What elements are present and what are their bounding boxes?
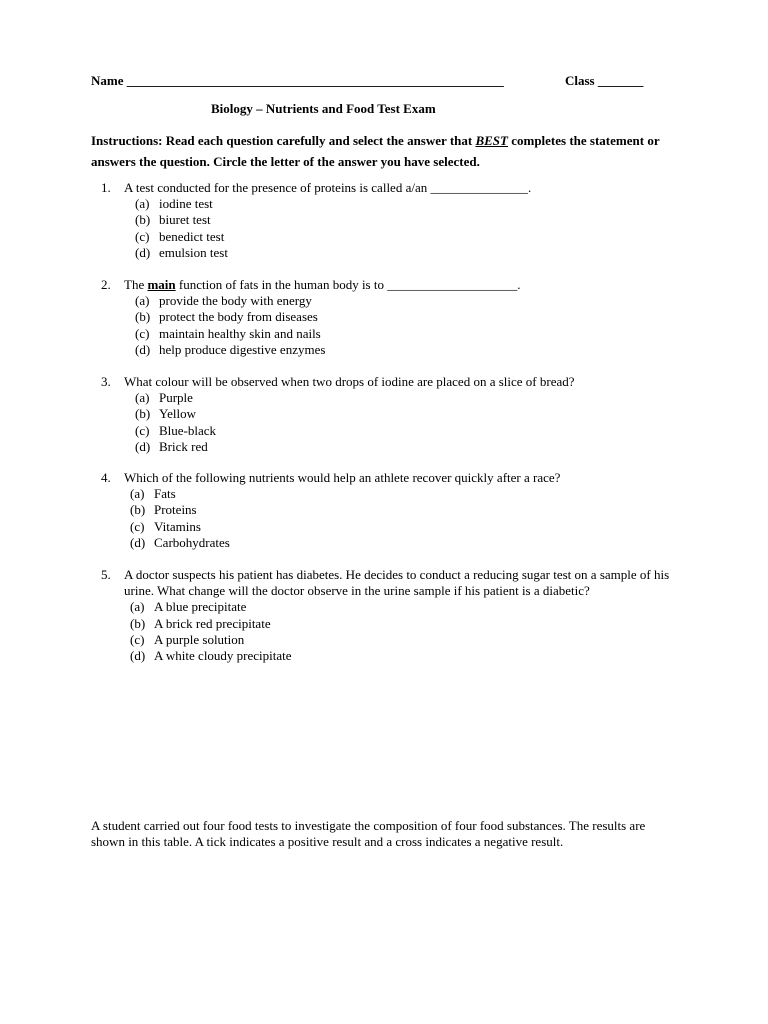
option-a[interactable]: (a) Fats [130, 486, 176, 502]
instructions-emphasis: BEST [475, 133, 508, 148]
option-b[interactable]: (b) A brick red precipitate [130, 615, 271, 631]
question-3 [101, 374, 681, 455]
question-4 [101, 470, 681, 551]
question-stem: A doctor suspects his patient has diabetes. He decides to conduct a reducing sugar test on a sample of his urine. What change will the doctor observe in the urine sample if his patient is a diabetic? [124, 567, 670, 599]
option-d[interactable]: (d) emulsion test [135, 244, 228, 260]
question-stem: Which of the following nutrients would help an athlete recover quickly after a race? [124, 470, 561, 485]
class-field-line [565, 73, 643, 89]
option-a[interactable]: (a) Purple [135, 390, 193, 406]
name-blank: __________________________________________________________ [126, 73, 504, 88]
option-b[interactable]: (b) biuret test [135, 212, 211, 228]
option-c[interactable]: (c) maintain healthy skin and nails [135, 325, 321, 341]
food-test-passage: A student carried out four food tests to investigate the composition of four food substances. The results are shown in this table. A tick indicates a positive result and a cross indicates a negative result. [91, 818, 646, 850]
question-number: 3. [101, 374, 111, 389]
question-1 [101, 180, 681, 261]
option-b[interactable]: (b) Proteins [130, 502, 197, 518]
option-c[interactable]: (c) benedict test [135, 228, 225, 244]
question-number: 2. [101, 277, 111, 292]
exam-title: Biology – Nutrients and Food Test Exam [211, 101, 436, 116]
instructions-part2: completes the statement or answers the question. Circle the letter of the answer you have selected. [91, 133, 660, 169]
option-a[interactable]: (a) provide the body with energy [135, 293, 312, 309]
options-list [130, 599, 681, 664]
name-label: Name [91, 73, 124, 88]
option-a[interactable]: (a) iodine test [135, 196, 213, 212]
option-c[interactable]: (c) A purple solution [130, 631, 245, 647]
option-c[interactable]: (c) Blue-black [135, 422, 217, 438]
class-blank: _______ [597, 73, 644, 88]
class-label: Class [565, 73, 595, 88]
question-number: 5. [101, 567, 111, 582]
instructions [91, 130, 681, 172]
question-number: 1. [101, 180, 111, 195]
question-stem: What colour will be observed when two drops of iodine are placed on a slice of bread? [124, 374, 575, 389]
options-list [135, 196, 681, 261]
option-d[interactable]: (d) A white cloudy precipitate [130, 648, 292, 664]
question-5 [101, 567, 681, 664]
question-number: 4. [101, 470, 111, 485]
options-list [135, 293, 681, 358]
option-c[interactable]: (c) Vitamins [130, 518, 201, 534]
name-field-line [91, 73, 504, 89]
option-d[interactable]: (d) Carbohydrates [130, 534, 230, 550]
option-b[interactable]: (b) protect the body from diseases [135, 309, 318, 325]
emphasis-main: main [147, 277, 176, 292]
option-d[interactable]: (d) Brick red [135, 438, 208, 454]
option-a[interactable]: (a) A blue precipitate [130, 599, 247, 615]
question-2 [101, 277, 681, 358]
question-stem: A test conducted for the presence of proteins is called a/an _______________. [124, 180, 532, 195]
options-list [135, 390, 681, 455]
question-stem: The main function of fats in the human body is to ____________________. [124, 277, 521, 292]
instructions-part1: Instructions: Read each question carefully and select the answer that [91, 133, 476, 148]
option-d[interactable]: (d) help produce digestive enzymes [135, 341, 326, 357]
options-list [130, 486, 681, 551]
option-b[interactable]: (b) Yellow [135, 406, 196, 422]
